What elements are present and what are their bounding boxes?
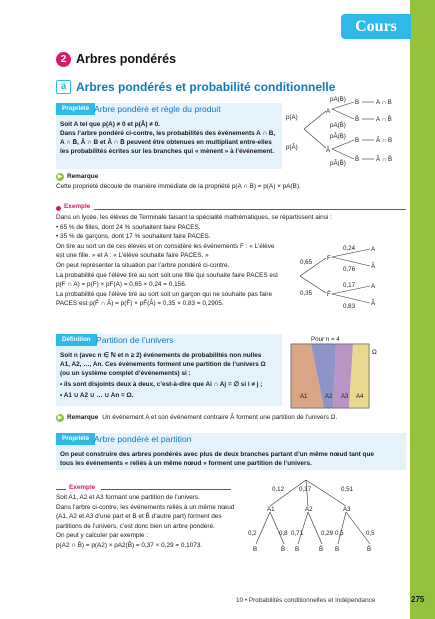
tree3-leaf-Bbar: B̄ — [281, 546, 286, 553]
tree1-weight-pABbar: pA(B̄) — [330, 122, 346, 129]
remark-1 — [56, 173, 102, 182]
tree2-weight: 0,76 — [343, 266, 356, 273]
tree1-weight-pAbar: p(Ā) — [286, 144, 298, 151]
tree1-leaf-B: B — [355, 99, 360, 106]
tree1-weight-pAbarB: pĀ(B) — [330, 133, 346, 140]
tree3-weight: 0,8 — [279, 530, 288, 537]
definition-line: • ils sont disjoints deux à deux, c’est-à-dire que Ai ∩ Aj = ∅ si i ≠ j ; — [60, 381, 263, 389]
property-text — [60, 120, 282, 156]
property-line: A ∩ B̄, Ā ∩ B et Ā ∩ B̄ peuvent être obtenues en multipliant entre-elles — [60, 139, 272, 147]
example-line: Dans l’arbre ci-contre, les événements reliés à un même nœud — [56, 503, 235, 511]
tree3-weight: 0,5 — [335, 530, 344, 537]
example-line: On peut représenter la situation par l’arbre pondéré ci-contre. — [56, 262, 230, 270]
tree3-weight: 0,2 — [248, 530, 257, 537]
property-tag: Propriété — [56, 103, 95, 115]
tree1-result: Ā ∩ B — [376, 137, 393, 144]
page-number: 275 — [411, 595, 425, 604]
tree3-node: A3 — [343, 506, 351, 513]
example-1-text — [56, 213, 332, 309]
example-line: Dans un lycée, les élèves de Terminale faisant la spécialité mathématiques, se répartissent ainsi : — [56, 214, 332, 221]
example-line: (A1, A2 et A3 d’une part et B et B̄ d’autre part) forment des — [56, 513, 222, 521]
definition-line: (ou un système complet d’événements) si : — [60, 370, 191, 378]
example-line: On peut y calculer par exemple : — [56, 532, 148, 540]
tree2-node-F: F — [327, 255, 331, 262]
partition-label: A2 — [325, 394, 333, 400]
right-margin-bar — [410, 0, 435, 619]
definition-text — [60, 351, 282, 400]
remark-label: Remarque — [67, 414, 99, 421]
tree2-weight: 0,24 — [343, 245, 356, 252]
tree3-leaf-B: B — [295, 546, 300, 553]
tree1-result: Ā ∩ B̄ — [376, 156, 393, 163]
partition-label: A1 — [300, 394, 308, 400]
tree3-weight: 0,71 — [291, 530, 304, 537]
example-line: Soit A1, A2 et A3 formant une partition de l’univers. — [56, 494, 200, 501]
example-line: est une fille. » et A : « L’élève souhaite faire PACES. » — [56, 252, 209, 260]
tree3-leaf-Bbar: B̄ — [319, 546, 324, 553]
tree2-leaf-Abar: Ā — [371, 300, 376, 307]
tree1-leaf-B: B — [355, 137, 360, 144]
property-line: On peut construire des arbres pondérés avec plus de deux branches partant d’un même nœud tant que — [60, 451, 374, 458]
tree2-leaf-A: A — [371, 246, 376, 253]
arrow-icon: ▶ — [57, 415, 63, 421]
example-line: • 65 % de filles, dont 24 % souhaitent faire PACES. — [56, 223, 201, 231]
property-line: Dans l’arbre pondéré ci-contre, les probabilités des événements A ∩ B, — [60, 130, 276, 138]
property-tag: Propriété — [56, 433, 95, 445]
tree1-node-A: A — [326, 108, 331, 115]
remark-label: Remarque — [67, 173, 99, 180]
tree1-weight-pA: p(A) — [286, 114, 298, 121]
property-text — [60, 450, 404, 468]
partition-omega: Ω — [372, 349, 377, 356]
remark-2-text: Un événement A et son événement contraire Ā forment une partition de l’univers Ω. — [102, 414, 338, 421]
subsection-letter: a — [56, 80, 71, 94]
tree3-weight: 0,51 — [341, 486, 354, 493]
example-line: On tire au sort un de ces élèves et on considère les événements F : « L’élève — [56, 242, 275, 250]
tree1-leaf-Bbar: B̄ — [355, 116, 360, 123]
section-title — [56, 51, 176, 68]
tree1-result: A ∩ B — [376, 99, 392, 106]
tree2-leaf-Abar: Ā — [371, 263, 376, 270]
property-line: les probabilités écrites sur les branches qui « mènent » à l’événement. — [60, 148, 275, 156]
example-line: partitions de l’univers, c’est donc bien un arbre pondéré. — [56, 522, 215, 530]
cours-badge: Cours — [341, 14, 411, 39]
property-line: tous les événements « reliés à un même nœud » forment une partition de l’univers. — [60, 460, 312, 468]
partition-label: A4 — [356, 394, 364, 400]
tree1-leaf-Bbar: B̄ — [355, 156, 360, 163]
example-2-text — [56, 493, 234, 551]
tree2-weight: 0,17 — [343, 282, 356, 289]
tree1-node-Abar: Ā — [326, 147, 331, 154]
definition-line: Soit n (avec n ∈ ℕ et n ≥ 2) événements de probabilités non nulles — [60, 352, 262, 359]
tree3-leaf-B: B — [253, 546, 258, 553]
partition-label: A3 — [341, 394, 349, 400]
example-line: PACES est p(F̄ ∩ Ā) = p(F̄) × pF̄(Ā) = 0,35 × 0,83 = 0,2905. — [56, 300, 224, 308]
tree-diagram-partition — [246, 474, 380, 556]
property-box-product-rule — [56, 103, 282, 169]
definition-box-partition — [56, 334, 282, 406]
property-box-partition-tree — [56, 433, 406, 470]
subsection-title — [56, 79, 335, 95]
tree3-weight: 0,5 — [366, 530, 375, 537]
remark-1-text: Cette propriété découle de manière immédiate de la propriété p(A ∩ B) = p(A) × pA(B). — [56, 183, 301, 190]
example-line: La probabilité que l’élève tiré au sort soit une fille qui souhaite faire PACES est — [56, 271, 278, 279]
tree3-leaf-Bbar: B̄ — [367, 546, 372, 553]
section-number: 2 — [56, 52, 71, 67]
property-title: Arbre pondéré et règle du produit — [94, 104, 221, 114]
tree1-weight-pAbarBbar: pĀ(B̄) — [330, 160, 346, 167]
tree3-node: A1 — [267, 506, 275, 513]
arrow-icon: ▶ — [57, 174, 63, 180]
example-rule — [56, 489, 66, 490]
tree3-weight: 0,37 — [299, 486, 312, 493]
tree-diagram-product-rule — [284, 94, 406, 168]
definition-line: A1, A2, …, An. Ces événements forment une partition de l’univers Ω — [60, 361, 266, 369]
section-title-text: Arbres pondérés — [76, 52, 177, 66]
tree3-leaf-B: B — [335, 546, 340, 553]
subsection-title-text: Arbres pondérés et probabilité conditionnelle — [76, 80, 336, 94]
property-title: Arbre pondéré et partition — [94, 434, 192, 444]
tree2-weight: 0,65 — [300, 259, 313, 266]
tree3-weight: 0,29 — [321, 530, 334, 537]
partition-caption: Pour n = 4 — [311, 336, 340, 343]
tree1-weight-pAB: pA(B) — [330, 96, 346, 103]
definition-tag: Définition — [56, 334, 97, 346]
example-line: p(F ∩ A) = p(F) × pF(A) = 0,65 × 0,24 = 0,156. — [56, 281, 187, 289]
definition-line: • A1 ∪ A2 ∪ … ∪ An = Ω. — [60, 392, 134, 400]
tree1-result: A ∩ B̄ — [376, 116, 392, 123]
example-dot-icon — [56, 206, 61, 211]
example-line: • 35 % de garçons, dont 17 % souhaitent faire PACES. — [56, 233, 211, 241]
partition-figure — [286, 334, 382, 412]
example-rule — [101, 489, 231, 490]
remark-2 — [56, 414, 337, 423]
tree3-node: A2 — [305, 506, 313, 513]
definition-title: Partition de l’univers — [96, 335, 174, 345]
tree3-weight: 0,12 — [272, 486, 285, 493]
tree2-leaf-A: A — [371, 283, 376, 290]
example-rule — [94, 209, 406, 210]
example-label: Exemple — [64, 203, 91, 210]
property-line: Soit A tel que p(A) ≠ 0 et p(Ā) ≠ 0. — [60, 121, 160, 128]
footer-chapter: 10 • Probabilités conditionnelles et indépendance — [236, 597, 376, 604]
example-line: p(A2 ∩ B̄) = p(A2) × pA2(B̄) = 0,37 × 0,29 = 0,1073. — [56, 542, 203, 550]
tree2-weight: 0,83 — [343, 303, 356, 310]
example-label: Exemple — [69, 484, 96, 491]
tree-diagram-paces — [296, 240, 380, 314]
example-line: La probabilité que l’élève tiré au sort soit un garçon qui ne souhaite pas faire — [56, 290, 272, 298]
tree2-node-Fbar: F̄ — [327, 291, 331, 298]
tree2-weight: 0,35 — [300, 290, 313, 297]
